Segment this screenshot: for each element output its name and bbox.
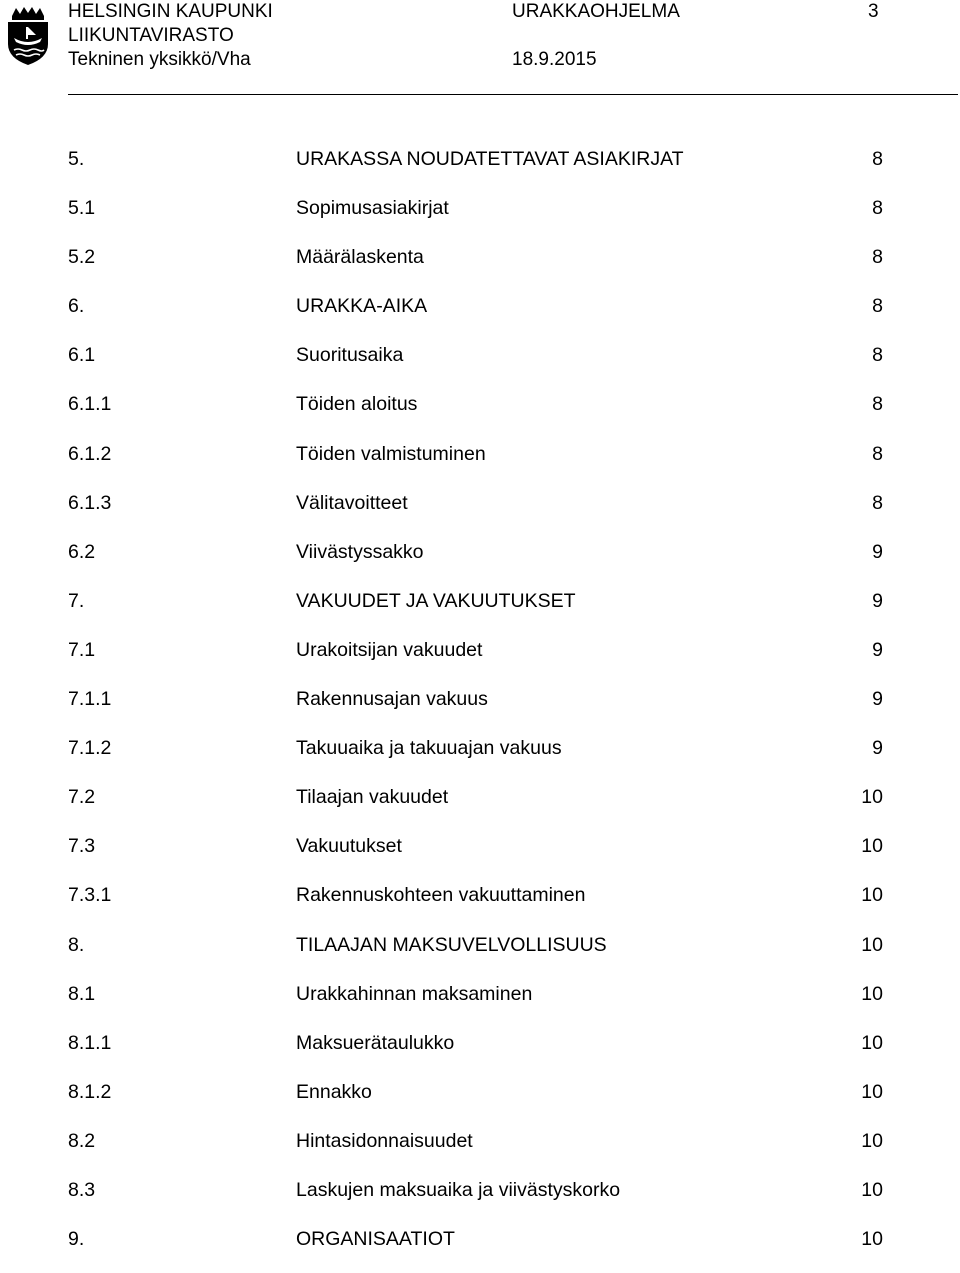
toc-entry-page: 9 — [872, 589, 883, 612]
toc-entry[interactable] — [0, 439, 960, 488]
toc-entry[interactable] — [0, 586, 960, 635]
toc-entry[interactable] — [0, 880, 960, 929]
toc-entry-page: 9 — [872, 688, 883, 711]
toc-entry-page: 8 — [872, 393, 883, 416]
toc-entry-title: Urakoitsijan vakuudet — [296, 638, 483, 661]
helsinki-crest-logo — [2, 6, 54, 66]
toc-entry-number: 7.2 — [68, 786, 96, 809]
toc-entry-page: 9 — [872, 638, 883, 661]
toc-entry-number: 6. — [68, 295, 85, 318]
toc-entry-title: ORGANISAATIOT — [296, 1228, 455, 1251]
toc-entry-page: 10 — [861, 1178, 883, 1201]
toc-entry-title: URAKASSA NOUDATETTAVAT ASIAKIRJAT — [296, 148, 684, 170]
toc-entry-number: 5.1 — [68, 197, 96, 220]
toc-entry-title: Töiden aloitus — [296, 393, 418, 416]
toc-entry[interactable] — [0, 193, 960, 242]
toc-entry-page: 8 — [872, 246, 883, 269]
toc-entry-title: Töiden valmistuminen — [296, 442, 486, 465]
toc-entry-title: Määrälaskenta — [296, 246, 424, 269]
toc-entry[interactable] — [0, 733, 960, 782]
toc-entry-number: 8.1 — [68, 982, 96, 1005]
table-of-contents — [0, 144, 960, 1273]
toc-entry-number: 8.3 — [68, 1178, 96, 1201]
toc-entry[interactable] — [0, 1028, 960, 1077]
toc-entry-page: 10 — [861, 786, 883, 809]
toc-entry-number: 6.2 — [68, 540, 96, 563]
toc-entry[interactable] — [0, 389, 960, 438]
toc-entry-title: Hintasidonnaisuudet — [296, 1129, 473, 1152]
toc-entry-number: 7.3.1 — [68, 884, 112, 907]
document-title: URAKKAOHJELMA — [512, 1, 680, 22]
toc-entry[interactable] — [0, 635, 960, 684]
header-line-2 — [68, 24, 948, 48]
toc-entry-page: 10 — [861, 835, 883, 858]
toc-entry-title: VAKUUDET JA VAKUUTUKSET — [296, 589, 576, 612]
toc-entry-page: 10 — [861, 1080, 883, 1103]
toc-entry[interactable] — [0, 979, 960, 1028]
toc-entry-title: Maksuerätaulukko — [296, 1031, 455, 1054]
toc-entry-title: Viivästyssakko — [296, 540, 424, 563]
toc-entry-number: 7. — [68, 589, 85, 612]
toc-entry-title: Välitavoitteet — [296, 491, 408, 514]
toc-entry-number: 6.1 — [68, 344, 96, 367]
toc-entry[interactable] — [0, 930, 960, 979]
toc-entry[interactable] — [0, 340, 960, 389]
toc-entry-title: Urakkahinnan maksaminen — [296, 982, 533, 1005]
toc-entry-number: 5. — [68, 148, 85, 170]
toc-entry-number: 8.1.1 — [68, 1031, 112, 1054]
toc-entry-page: 8 — [872, 491, 883, 514]
toc-entry-page: 10 — [861, 884, 883, 907]
toc-entry-title: Rakennuskohteen vakuuttaminen — [296, 884, 586, 907]
toc-entry-page: 10 — [861, 933, 883, 956]
toc-entry-title: Vakuutukset — [296, 835, 402, 858]
toc-entry-number: 6.1.1 — [68, 393, 112, 416]
page-number: 3 — [868, 1, 879, 22]
toc-entry-number: 7.1.2 — [68, 737, 112, 760]
toc-entry-number: 8.1.2 — [68, 1080, 112, 1103]
toc-entry-title: TILAAJAN MAKSUVELVOLLISUUS — [296, 933, 607, 956]
toc-entry-page: 10 — [861, 1228, 883, 1251]
toc-entry[interactable] — [0, 144, 960, 193]
department-name: LIIKUNTAVIRASTO — [68, 25, 234, 46]
toc-entry-page: 8 — [872, 344, 883, 367]
toc-entry[interactable] — [0, 782, 960, 831]
unit-name: Tekninen yksikkö/Vha — [68, 49, 251, 70]
toc-entry-page: 8 — [872, 295, 883, 318]
toc-entry[interactable] — [0, 1175, 960, 1224]
toc-entry[interactable] — [0, 1077, 960, 1126]
header-divider — [68, 94, 958, 95]
toc-entry-title: Sopimusasiakirjat — [296, 197, 449, 220]
toc-entry-number: 6.1.2 — [68, 442, 112, 465]
toc-entry-title: Rakennusajan vakuus — [296, 688, 488, 711]
toc-entry-page: 10 — [861, 1031, 883, 1054]
toc-entry-number: 8. — [68, 933, 85, 956]
toc-entry-number: 9. — [68, 1228, 85, 1251]
toc-entry-page: 10 — [861, 1129, 883, 1152]
toc-entry-title: Laskujen maksuaika ja viivästyskorko — [296, 1178, 621, 1201]
toc-entry-number: 7.1 — [68, 638, 96, 661]
page-header — [68, 0, 948, 72]
header-line-3 — [68, 48, 948, 72]
toc-entry-page: 8 — [872, 442, 883, 465]
toc-entry[interactable] — [0, 831, 960, 880]
toc-entry-number: 7.3 — [68, 835, 96, 858]
toc-entry[interactable] — [0, 488, 960, 537]
toc-entry-number: 8.2 — [68, 1129, 96, 1152]
toc-entry[interactable] — [0, 684, 960, 733]
toc-entry[interactable] — [0, 242, 960, 291]
toc-entry-page: 10 — [861, 982, 883, 1005]
toc-entry-page: 9 — [872, 737, 883, 760]
toc-entry-title: Tilaajan vakuudet — [296, 786, 449, 809]
toc-entry-number: 6.1.3 — [68, 491, 112, 514]
toc-entry-title: URAKKA-AIKA — [296, 295, 428, 318]
toc-entry[interactable] — [0, 537, 960, 586]
toc-entry[interactable] — [0, 1224, 960, 1273]
toc-entry-number: 7.1.1 — [68, 688, 112, 711]
toc-entry-page: 9 — [872, 540, 883, 563]
org-name: HELSINGIN KAUPUNKI — [68, 1, 273, 22]
document-date: 18.9.2015 — [512, 49, 597, 70]
toc-entry-title: Takuuaika ja takuuajan vakuus — [296, 737, 562, 760]
toc-entry-page: 8 — [872, 197, 883, 220]
toc-entry[interactable] — [0, 291, 960, 340]
header-line-1 — [68, 0, 948, 24]
toc-entry-title: Ennakko — [296, 1080, 372, 1103]
toc-entry-title: Suoritusaika — [296, 344, 404, 367]
toc-entry-page: 8 — [872, 148, 883, 170]
toc-entry[interactable] — [0, 1126, 960, 1175]
toc-entry-number: 5.2 — [68, 246, 96, 269]
